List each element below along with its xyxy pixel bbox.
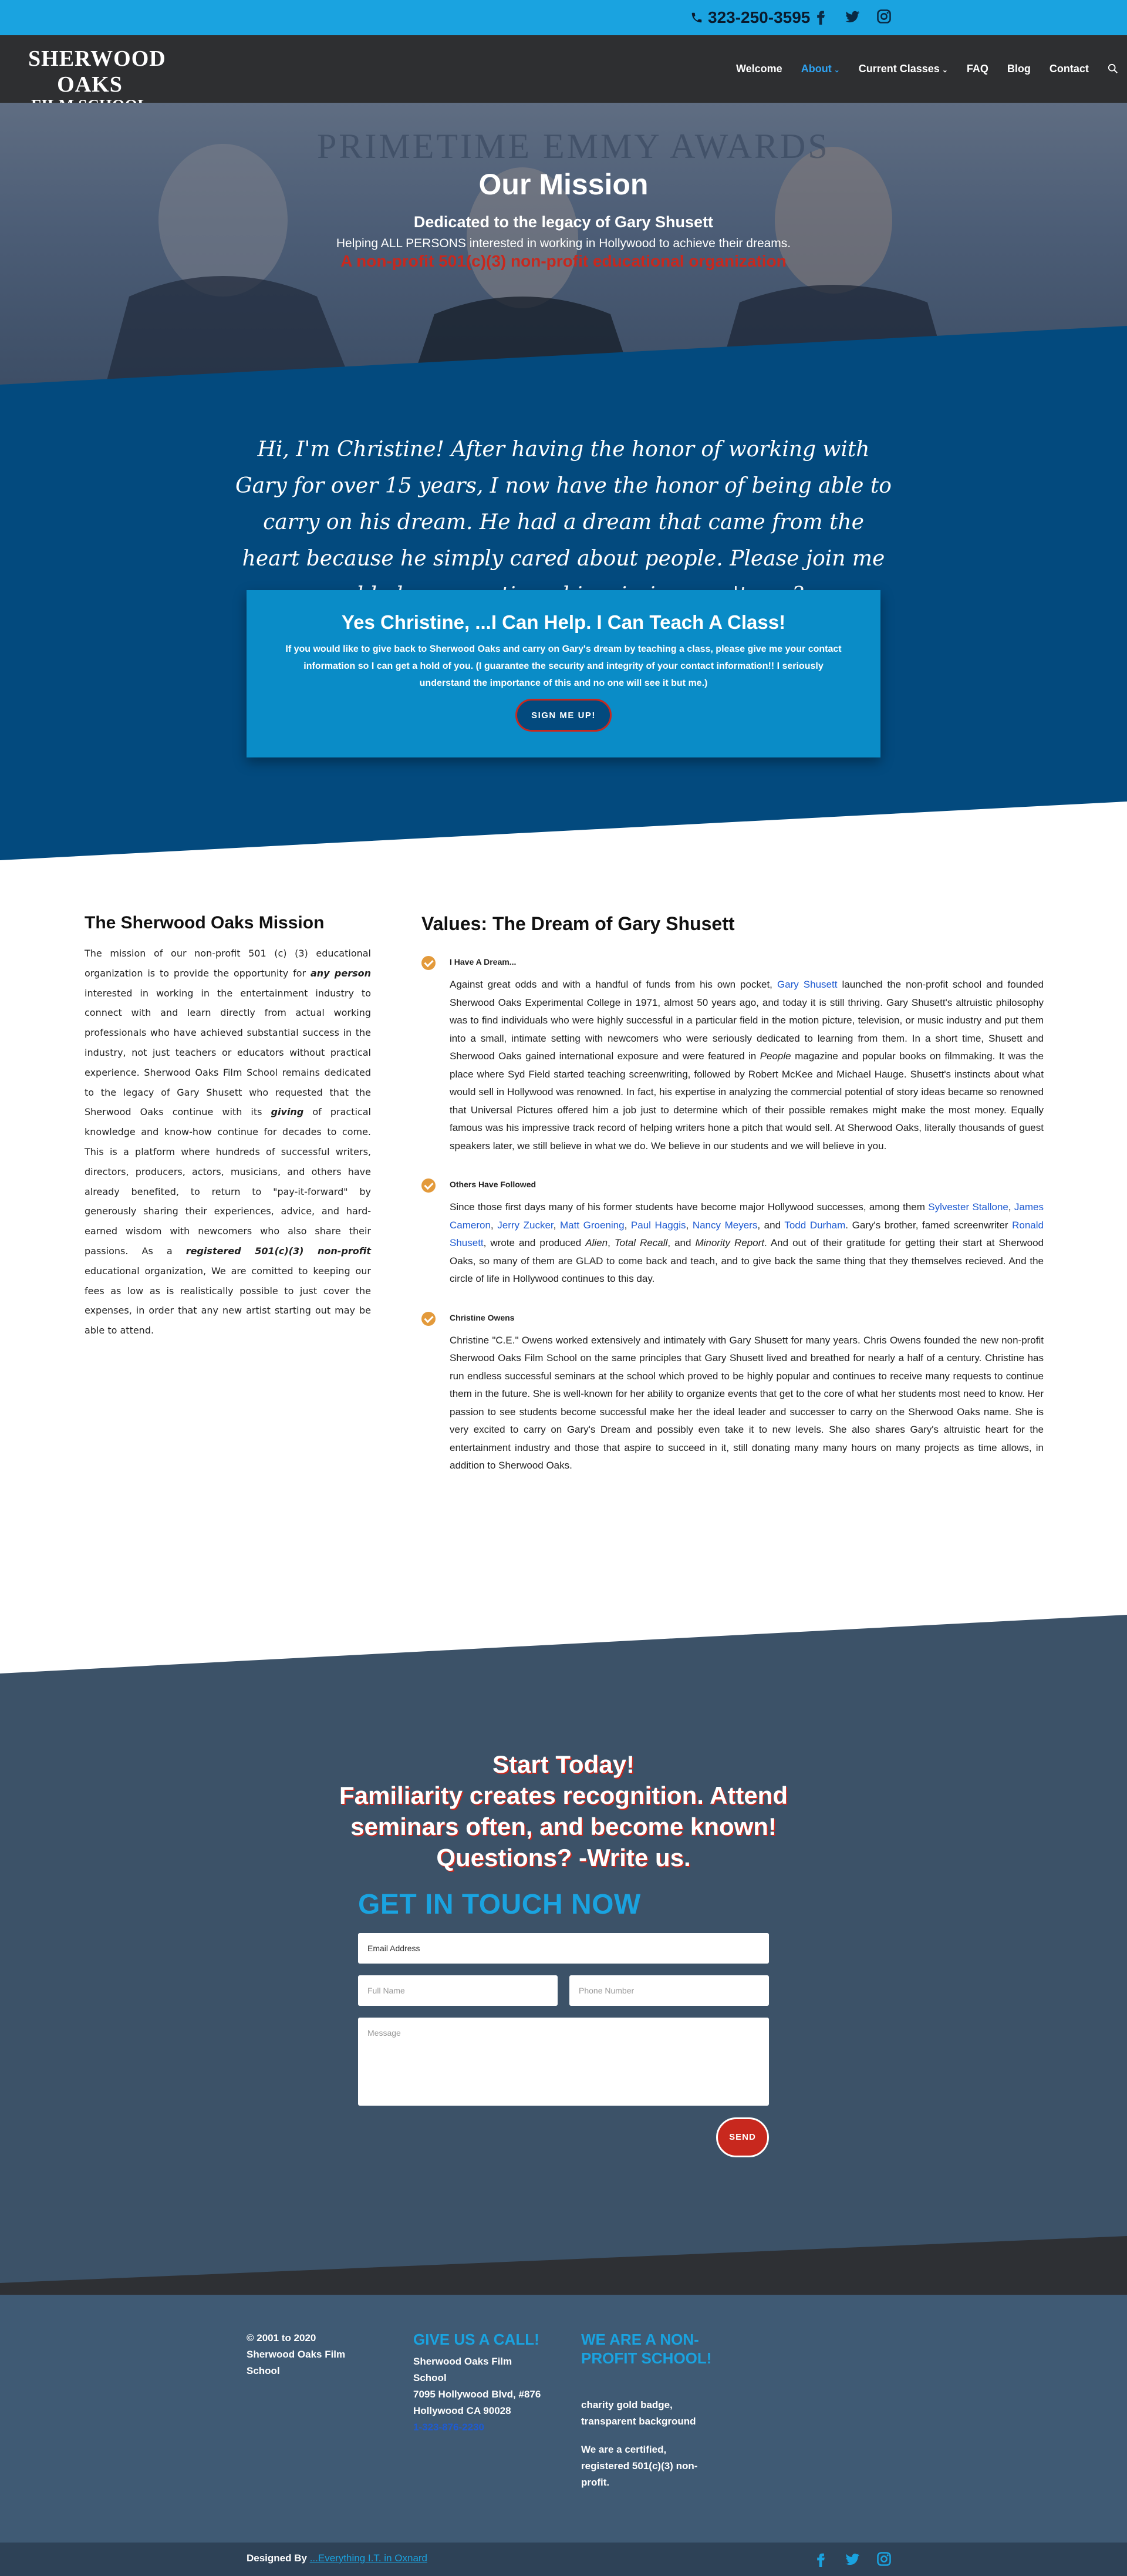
footer-address-line-1: 7095 Hollywood Blvd, #876: [413, 2389, 541, 2400]
mission-column: [85, 913, 371, 1341]
value-text: Christine "C.E." Owens worked extensively and intimately with Gary Shusett for many years. Chris Owens founded the new non-profit Sherwood Oaks Film School on the same principles that Gary Shusett lived and breathed for nearly a half of a century. Christine has run endless successful seminars at the school which proved to be highly popular and continues to receive many requests to continue them in the future. She is well-known for her ability to organize events that get to the core of what her students most need to know. Her passion to see students become successful make her the ideal leader and successer to carry on the Sherwood Oaks name. She is very excited to carry on Gary's Dream and possibly even take it to new levels. She also shares Gary's altruistic heart for the entertainment industry and those that aspire to succeed in it, still donating many many hours on many projects as time allows, in addition to Sherwood Oaks.: [450, 1334, 1044, 1471]
hero-nonprofit-note: A non-profit 501(c)(3) non-profit educational organization: [340, 252, 787, 270]
footer-call-heading: GIVE US A CALL!: [413, 2331, 539, 2348]
nav-current-classes[interactable]: Current Classes ⌄: [858, 63, 948, 75]
nav-welcome[interactable]: Welcome: [736, 63, 782, 75]
designed-by: Designed By ...Everything I.T. in Oxnard: [247, 2553, 428, 2564]
hero-tagline: Helping ALL PERSONS interested in working in Hollywood to achieve their dreams.: [336, 237, 791, 250]
site-footer: [0, 2295, 1127, 2543]
phone-icon: [690, 10, 703, 25]
cta-heading: Yes Christine, ...I Can Help. I Can Teach A Class!: [341, 611, 786, 633]
check-circle-icon: [421, 956, 436, 970]
value-text: Against great odds and with a handful of funds from his own pocket, Gary Shusett launched the non-profit school and founded Sherwood Oaks Experimental College in 1971, almost 50 years ago, and today it is still thriving. Gary Shusett's altruistic philosophy was to find individuals who were highly successful in a particular field in the motion picture, television, or music industry and put them into a small, intimate setting with newcomers who were seriously dedicated to learning from them. In a short time, Shusett and Sherwood Oaks gained international exposure and were featured in People magazine and popular books on filmmaking. It was the place where Syd Field started teaching screenwriting, followed by Robert McKee and Michael Hauge. Shusett's instincts about what would sell in Hollywood was renowned. In fact, his expertise in analyzing the commercial potential of story ideas became so renowned that Universal Pictures offered him a job just to determine which of their possible remakes might make the most money. Equally famous was his impressive track record of helping writers hone a pitch that would sell. At Sherwood Oaks, literally thousands of guest speakers later, we still believe in what we do. We believe in our students and we will believe in you.: [450, 979, 1044, 1151]
alumni-link[interactable]: Nancy Meyers: [692, 1219, 758, 1231]
main-nav: [736, 60, 1118, 79]
footer-nonprofit-heading: WE ARE A NON-PROFIT SCHOOL!: [581, 2331, 712, 2367]
mission-values-section: [0, 860, 1127, 1673]
band-divider: [0, 802, 1127, 860]
value-title: Others Have Followed: [450, 1180, 536, 1189]
values-column: [421, 913, 1044, 1497]
check-circle-icon: [421, 1178, 436, 1193]
alumni-link[interactable]: Matt Groening: [559, 1219, 625, 1231]
cta-text: If you would like to give back to Sherwood Oaks and carry on Gary's dream by teaching a class, please give me your contact information so I can get a hold of you. (I guarantee the security and integrity of your contact information!! I seriously understand the importance of this and no one will see it but me.): [285, 644, 842, 688]
hero-divider: [0, 103, 1127, 385]
mission-heading: The Sherwood Oaks Mission: [85, 913, 325, 932]
footer-contact-column: [413, 2330, 542, 2436]
start-headings: [329, 1749, 798, 1873]
value-title: I Have A Dream...: [450, 957, 517, 967]
christine-section: [0, 385, 1127, 860]
start-heading: Start Today!: [492, 1750, 635, 1778]
alumni-link[interactable]: Jerry Zucker: [497, 1219, 554, 1231]
email-field[interactable]: Email Address: [358, 1933, 769, 1964]
facebook-icon[interactable]: [812, 2551, 829, 2567]
nav-contact[interactable]: Contact: [1049, 63, 1089, 75]
full-name-field[interactable]: Full Name: [358, 1975, 558, 2006]
site-header: [0, 35, 1127, 103]
alumni-link[interactable]: Paul Haggis: [630, 1219, 686, 1231]
search-icon[interactable]: [1108, 63, 1118, 74]
footer-certified-text: We are a certified, registered 501(c)(3) non-profit.: [581, 2444, 698, 2488]
nav-about[interactable]: About ⌄: [801, 63, 840, 75]
sign-me-up-button[interactable]: SIGN ME UP!: [515, 699, 612, 732]
logo-line-1: SHERWOOD OAKS: [28, 46, 166, 97]
phone-link[interactable]: [690, 8, 810, 27]
site-logo[interactable]: [28, 46, 166, 97]
teach-class-cta: [247, 590, 880, 757]
value-title: Christine Owens: [450, 1312, 515, 1322]
footer-copyright: © 2001 to 2020 Sherwood Oaks Film School: [247, 2332, 346, 2376]
top-social-links: [812, 8, 892, 25]
check-circle-icon: [421, 1312, 436, 1326]
designer-link[interactable]: ...Everything I.T. in Oxnard: [309, 2553, 428, 2564]
alumni-link[interactable]: Sylvester Stallone: [928, 1201, 1008, 1213]
phone-number: 323-250-3595: [708, 8, 811, 26]
value-item: [421, 1177, 1044, 1288]
facebook-icon[interactable]: [812, 8, 829, 25]
twitter-icon[interactable]: [844, 8, 861, 25]
value-text: Since those first days many of his former students have become major Hollywood successes, among them Sylvester Stallone, James Cameron, Jerry Zucker, Matt Groening, Paul Haggis, Nancy Meyers, and Todd Durham. Gary's brother, famed screenwriter Ronald Shusett, wrote and produced Alien, Total Recall, and Minority Report. And out of their gratitude for getting their start at Sherwood Oaks, so many of them are GLAD to come back and teach, and to give back the same thing that they themselves recieved. And the circle of life in Hollywood continues to this day.: [450, 1201, 1044, 1284]
footer-nonprofit-column: [581, 2330, 716, 2491]
content-divider: [0, 1615, 1127, 1673]
instagram-icon[interactable]: [876, 2551, 892, 2567]
values-heading: Values: The Dream of Gary Shusett: [421, 913, 735, 934]
phone-number-field[interactable]: Phone Number: [569, 1975, 769, 2006]
top-bar: [0, 0, 1127, 35]
alumni-link[interactable]: James Cameron: [450, 1201, 1044, 1231]
start-subheading: Familiarity creates recognition. Attend seminars often, and become known!: [339, 1782, 788, 1840]
contact-section: [0, 1673, 1127, 2295]
alumni-link[interactable]: Todd Durham: [784, 1219, 846, 1231]
page-title: Our Mission: [478, 168, 649, 201]
footer-address-line-2: Hollywood CA 90028: [413, 2405, 511, 2416]
value-item: [421, 955, 1044, 1155]
christine-quote: Hi, I'm Christine! After having the honor of working with Gary for over 15 years, I now have the honor of being able to carry on his dream. He had a dream that came from the heart because he simply cared about people. Please join me: [235, 437, 892, 571]
hero-section: [0, 103, 1127, 385]
charity-badge-image: charity gold badge, transparent background: [581, 2399, 696, 2427]
message-field[interactable]: Message: [358, 2018, 769, 2106]
ronald-shusett-link[interactable]: Ronald Shusett: [450, 1219, 1044, 1248]
value-item: [421, 1311, 1044, 1475]
bottom-bar: [0, 2543, 1127, 2576]
hero-subtitle: Dedicated to the legacy of Gary Shusett: [413, 213, 714, 231]
nav-blog[interactable]: Blog: [1007, 63, 1031, 75]
twitter-icon[interactable]: [844, 2551, 861, 2567]
footer-phone-link[interactable]: 1-323-876-2230: [413, 2422, 484, 2433]
chevron-down-icon: ⌄: [942, 66, 948, 74]
instagram-icon[interactable]: [876, 8, 892, 25]
footer-org-name: Sherwood Oaks Film School: [413, 2356, 512, 2383]
gary-shusett-link[interactable]: Gary Shusett: [777, 979, 838, 990]
bottom-social-links: [812, 2551, 892, 2567]
nav-faq[interactable]: FAQ: [966, 63, 988, 75]
form-heading: GET IN TOUCH NOW: [358, 1889, 641, 1920]
start-questions: Questions? -Write us.: [436, 1844, 691, 1871]
send-button[interactable]: SEND: [716, 2117, 769, 2157]
hero-backdrop-text: PRIMETIME EMMY AWARDS: [317, 127, 830, 166]
chevron-down-icon: ⌄: [834, 66, 840, 74]
mission-text: The mission of our non-profit 501 (c) (3) educational organization is to provide the opportunity for any person interested in working in the entertainment industry to connect with and learn directly from actual working professionals who have achieved substantial success in the industry, not just teachers or educators without practical experience. Sherwood Oaks Film School remains dedicated to the legacy of Gary Shusett who requested that the Sherwood Oaks continue with its giving of practical knowledge and know-how continue for decades to come. This is a platform where hundreds of successful writers, directors, producers, actors, musicians, and others have already benefited, to return to "pay-it-forward" by generously sharing their experiences, advice, and hard-earned wisdom with newcomers who also share their passions. As a registered 501(c)(3) non-profit educational organization, We are comitted to keeping our fees as low as is realistically possible to just cover the expenses, in order that any new artist starting out may be able to attend.: [85, 948, 372, 1336]
contact-divider: [0, 2236, 1127, 2295]
